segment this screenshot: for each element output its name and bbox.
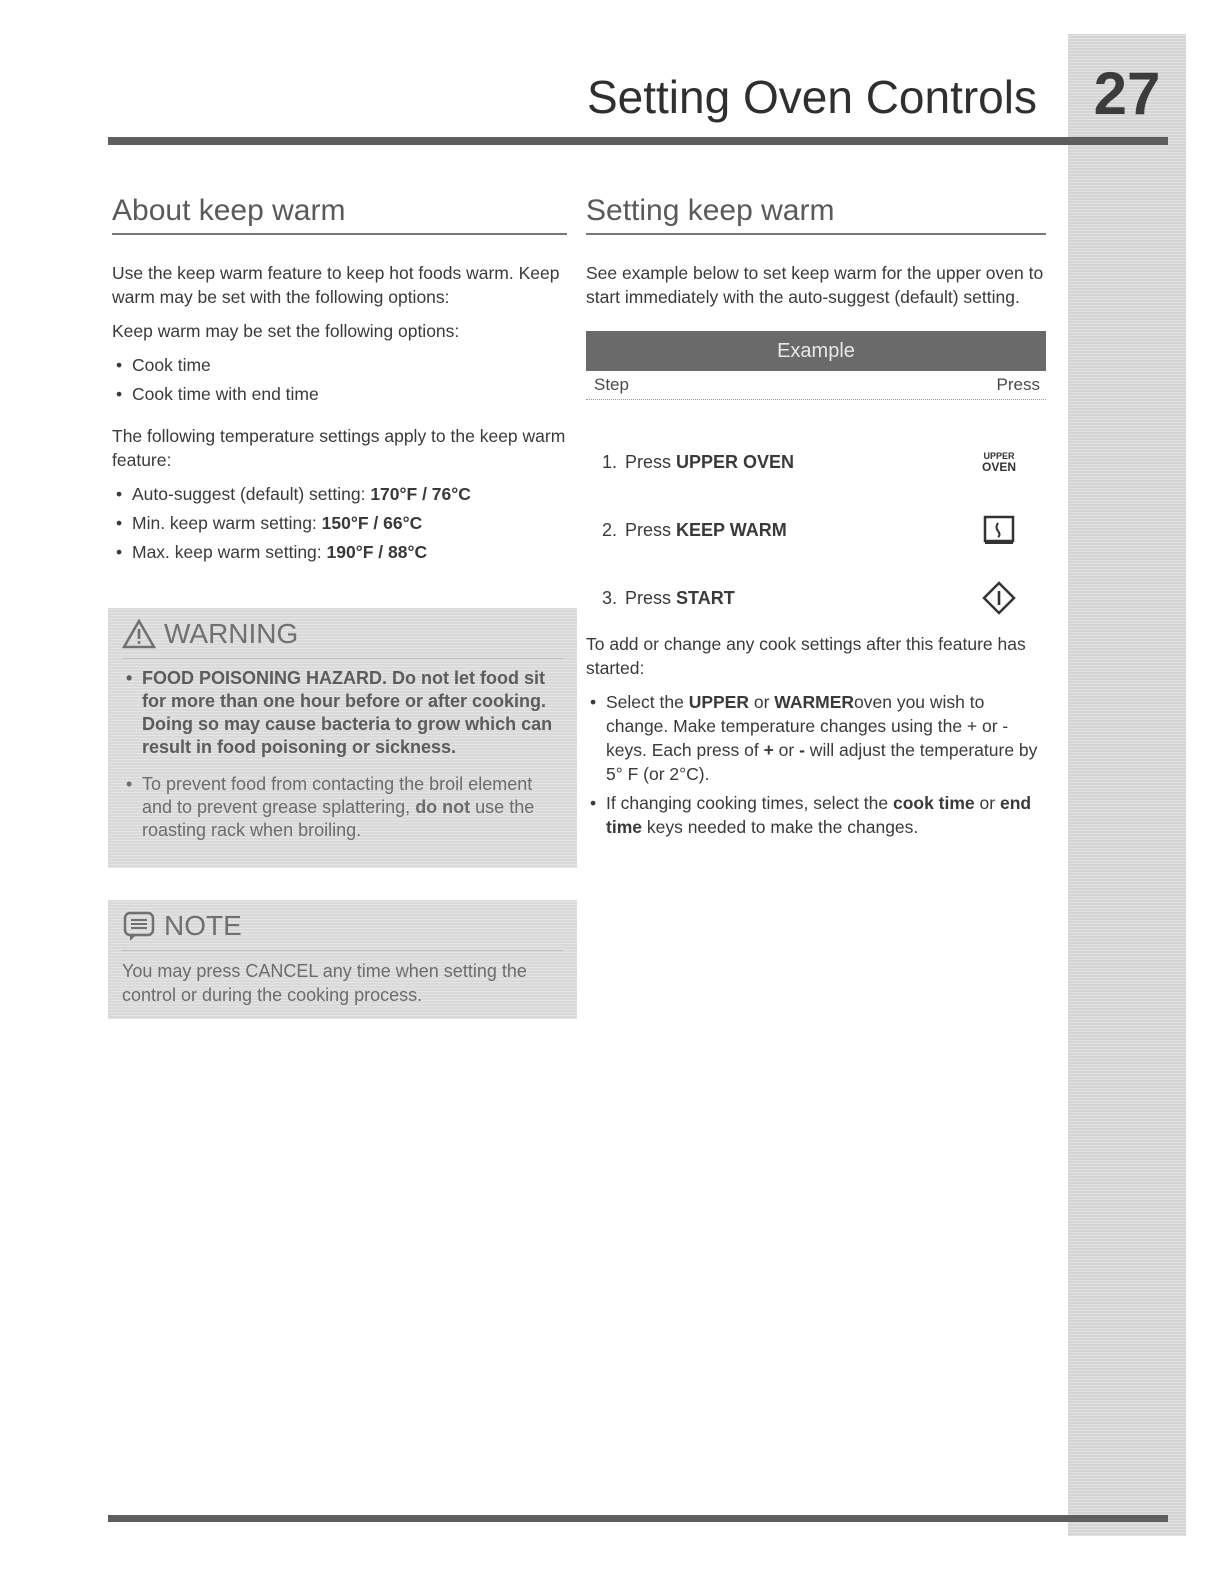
temps-list <box>112 482 567 564</box>
step-text <box>602 588 735 609</box>
text: If changing cooking times, select the <box>606 793 893 813</box>
key-line: UPPER <box>983 450 1015 461</box>
temp-label: Auto-suggest (default) setting: <box>132 484 371 504</box>
temp-value: 150°F / 66°C <box>321 513 423 533</box>
upper-oven-key[interactable] <box>974 451 1024 474</box>
page-title: Setting Oven Controls <box>586 71 1037 123</box>
column-step: Step <box>594 375 629 394</box>
warning-header <box>122 618 563 659</box>
setting-keep-warm-section <box>586 193 1046 857</box>
step-key-name: UPPER OVEN <box>676 451 795 472</box>
emphasis: WARMER <box>774 692 855 712</box>
options-intro: Keep warm may be set the following options: <box>112 321 460 341</box>
text: will adjust the temperature by 5° F (or 2°C). <box>606 740 1038 784</box>
list-item <box>112 540 567 564</box>
warning-box <box>108 608 577 868</box>
warning-triangle-icon <box>122 619 156 649</box>
start-icon <box>982 581 1016 615</box>
warning-title: WARNING <box>164 618 299 649</box>
emphasis: - <box>799 740 805 760</box>
text: Select the <box>606 692 689 712</box>
note-text: You may press CANCEL any time when setting the control or during the cooking process. <box>122 961 527 1005</box>
step-text <box>602 452 794 473</box>
options-list <box>112 353 567 406</box>
about-keep-warm-section <box>112 193 567 1019</box>
emphasis: + <box>763 740 774 760</box>
list-item <box>586 690 1046 786</box>
list-item: • Cook time with end time <box>112 382 567 406</box>
step-row <box>586 496 1046 564</box>
page-number: 27 <box>1093 60 1161 127</box>
temp-value: 190°F / 88°C <box>326 542 428 562</box>
step-number: 1. <box>602 451 618 472</box>
warning-text: To prevent food from contacting the broil element and to prevent grease splattering, <box>142 774 533 817</box>
step-prefix: Press <box>625 587 677 608</box>
step-key-name: START <box>676 587 735 608</box>
list-item <box>586 791 1046 839</box>
list-item: • Cook time <box>112 353 567 377</box>
temp-value: 170°F / 76°C <box>370 484 471 504</box>
keep-warm-icon <box>983 515 1015 545</box>
temp-label: Max. keep warm setting: <box>132 542 327 562</box>
setting-intro: See example below to set keep warm for the upper oven to start immediately with the auto-suggest (default) setting. <box>586 263 1044 307</box>
column-press: Press <box>996 375 1040 394</box>
text: or <box>974 793 1000 813</box>
text: keys needed to make the changes. <box>641 817 919 837</box>
example-header: Example <box>586 331 1046 371</box>
top-rule <box>108 137 1168 145</box>
key-line: OVEN <box>981 459 1016 474</box>
warning-item-broil <box>122 773 563 842</box>
setting-heading: Setting keep warm <box>586 193 1046 235</box>
change-list <box>586 690 1046 839</box>
warning-emphasis: do not <box>415 797 471 817</box>
text: oven you wish to change. Make temperature changes using the + or - keys. Each press of <box>606 692 1009 760</box>
side-tab <box>1068 34 1186 1536</box>
step-row <box>586 564 1046 632</box>
note-title: NOTE <box>164 910 242 941</box>
emphasis: cook time <box>892 793 975 813</box>
text: or <box>749 692 775 712</box>
list-item <box>112 511 567 535</box>
step-row <box>586 428 1046 496</box>
temp-intro: The following temperature settings apply to the keep warm feature: <box>112 426 566 470</box>
about-intro: Use the keep warm feature to keep hot foods warm. Keep warm may be set with the following options: <box>112 263 560 307</box>
step-prefix: Press <box>625 519 677 540</box>
step-prefix: Press <box>625 451 677 472</box>
after-intro: To add or change any cook settings after this feature has started: <box>586 634 1026 678</box>
step-number: 2. <box>602 519 618 540</box>
steps <box>586 428 1046 632</box>
text: or <box>773 740 800 760</box>
list-item <box>112 482 567 506</box>
warning-item-food-poisoning: • FOOD POISONING HAZARD. Do not let food sit for more than one hour before or after cooking. Doing so may cause bacteria to grow which can result in food poisoning or sickness. <box>122 667 563 759</box>
note-box <box>108 900 577 1019</box>
emphasis: end time <box>606 793 1032 837</box>
example-columns <box>586 371 1046 400</box>
step-number: 3. <box>602 587 618 608</box>
bottom-rule <box>108 1515 1168 1522</box>
temp-label: Min. keep warm setting: <box>132 513 322 533</box>
start-key[interactable] <box>974 581 1024 615</box>
warning-text: use the roasting rack when broiling. <box>142 797 535 840</box>
note-icon <box>122 910 156 942</box>
emphasis: UPPER <box>688 692 749 712</box>
step-key-name: KEEP WARM <box>676 519 787 540</box>
note-header <box>122 910 563 951</box>
upper-oven-key-label <box>982 451 1016 474</box>
keep-warm-key[interactable] <box>974 515 1024 545</box>
about-heading: About keep warm <box>112 193 567 235</box>
step-text <box>602 520 787 541</box>
